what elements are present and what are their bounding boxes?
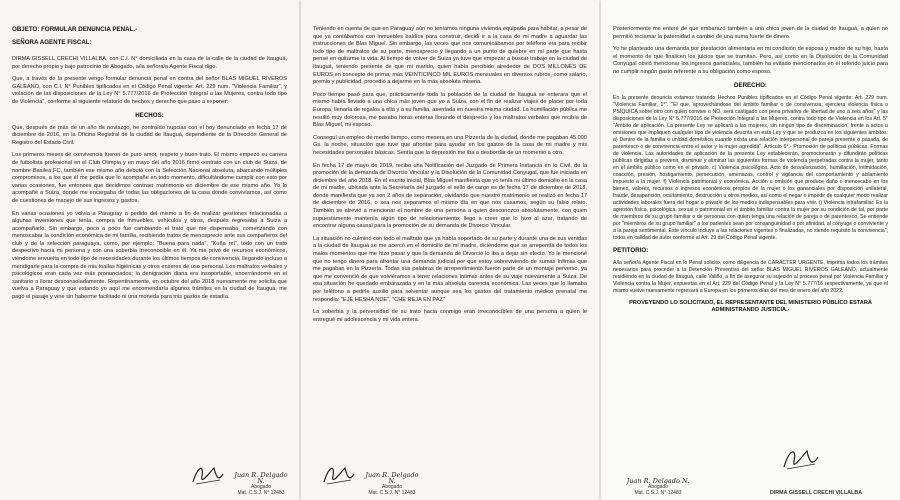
document-page-1	[0, 0, 299, 500]
document-page-3	[601, 0, 900, 500]
derecho-heading: DERECHO:	[733, 81, 767, 89]
petitorio-heading: PETITORIO:	[613, 246, 649, 254]
lawyer-role: Abogado	[647, 484, 669, 490]
hechos-paragraph-2: Los primeros meses de convivencia fueron de puro amor, respeto y buen trato. El mismo empezó su carrera de futbolista profesional en el Club Olimpia y en mayo del año 2016 firmó contrato con un club de Suiza, de nombre Basilea FC, también ese mismo año debutó con la Selección Nacional absoluta, abarcando múltiples compromisos, a los que él me pedía que lo acompañe en todo momento, dificultándome cumplir con esto por varias ocasiones, fue entonces que decidimos contraer matrimonio en diciembre de ese mismo año. Yo lo acompañé a Suiza, donde me encargaba de todas las obligaciones de la casa donde convivíamos, así como de cuestiones de manejo de sus ingresos y gastos.	[12, 152, 287, 204]
derecho-paragraph: En la presente denuncia estamos tratando Hechos Punibles tipificados en el Código Penal vigente: Art. 229 num. "Violencia Familiar, 1°". "El que, aprovechándose del ámbito familiar o de convivencia, ejerciera violencia física o PSÍQUICA sobre otro con quien convive o NO, será castigado con pena privativa de libertad de uno a seis años" y las disposiciones de la Ley N° 5.777/2016 de Protección Integral a las Mujeres, contra todo tipo de Violencia en los Art. 5° "Ámbito de aplicación. La presente Ley se aplicará a las mujeres, sin ningún tipo de discriminación, frente a actos u omisiones que impliquen cualquier tipo de violencia descrita en esta Ley y que se produzca en los siguientes ámbitos: a) Dentro de la familia o unidad doméstica cuando exista una relación interpersonal de pareja presente o pasada, de parentesco o de convivencia entre el autor y la mujer agredida". Artículo 6°.- Promoción de políticas públicas. Formas de violencia. Las autoridades de aplicación de la presente Ley establecerán, promocionarán y difundirán políticas públicas dirigidas a prevenir, disminuir y eliminar las siguientes formas de violencia perpetradas contra la mujer, tanto en el ámbito público como en el privado. c) Violencia psicológica. Acto de desvalorización, humillación, intimidación, coacción, presión, hostigamiento, persecución, amenazas, control y vigilancia del comportamiento y aislamiento impuesto a la mujer. f) Violencia patrimonial y económica. Acción u omisión que produce daño o menoscabo en los bienes, valores, recursos o ingresos económicos propios de la mujer o los gananciales por disposición unilateral, fraude, desaparición, ocultamiento, destrucción u otros medios, así como el negar o impedir de cualquier modo realizar actividades laborales fuera del hogar o privarle de los medios indispensables para vivir. i) Violencia intrafamiliar. Es la agresión física, psicológica, sexual o patrimonial en el ámbito familiar contra la mujer por su condición de tal, por parte de miembros de su grupo familiar o de personas con quien tenga una relación de pareja o de parentesco. Se entiende por "miembros de su grupo familiar" a los parientes sean por consanguinidad o por afinidad, al cónyuge o conviviente y a la pareja sentimental. Este vínculo incluye a las relaciones vigentes o finalizadas, no siendo requisito la convivencia", todos en calidad de autor conforme al Art. 29 del Código Penal vigente.	[613, 94, 888, 241]
document-page-2	[301, 0, 599, 500]
page3-paragraph-1: Posteriormente me enteré de que embarazó también a una chica joven de la ciudad de Itauguá, a quien no permitió reclamar la paternidad a cambio de una suma fuerte de dinero.	[613, 26, 888, 40]
page2-paragraph-6: La soberbia y la perversidad de su trato hacia conmigo eran irreconocibles de una persona a quien le entregué mi adolescencia y mi vida entera.	[313, 309, 587, 323]
lawyer-signature-block	[230, 472, 292, 496]
lawyer-name: Juan R. Delgado N.	[234, 471, 288, 485]
lawyer-signature-block	[625, 478, 691, 496]
page2-paragraph-5: La situación no culminó con todo el maltrato que ya había soportado de su parte y durante una de sus venidas a la ciudad de Itauguá se me acercó en el domicilio de mi madre, diciéndome que se arrepentía de todos los malos momentos que me hizo pasar y que la demanda de Divorcio lo iba a dejar sin efecto. Yo le mencioné que no tengo dinero para afrontar una demanda judicial por que estoy sobreviviendo de sumas ínfimas que me pagaban en la Pizzería. Todas sus palabras de arrepentimiento fueron parte de un montaje perverso, ya que me convenció de que volviéramos a tener relaciones íntimas antes de su viaje nuevamente a Suiza. De esa situación he quedado embarazada y en la más absoluta carencia económica. Las veces que lo llamaba por teléfono a pedirle auxilio para solventar aunque sea los gastos del tratamiento médico prenatal me respondía: "EJE HESHA NDE", "CHE REJA EN PAZ"	[313, 235, 587, 303]
client-name: DIRMA GISSELL CRECHI VILLALBA	[769, 490, 863, 496]
page2-paragraph-2: Poco tiempo pasó para que, prácticamente toda la población de la ciudad de Itauguá se enterara que el mismo había llevado a una chica más joven que yo a Suiza, con el fin de realizar viajes de placer por toda Europa, llenarla de regalos a ella y a su familia, asentada en nuestra misma ciudad. La humillación pública me resultó muy dolorosa, me pasaba horas enteras llorando el desprecio y los maltratos verbales que recibía de Blas Miguel, mi esposo.	[313, 91, 587, 129]
petitorio-paragraph: A/la señor/a Agente Fiscal en lo Penal solicito, como diligencia de CARÁCTER URGENTE, imprima todos los trámites necesarios para proceder a la Detención Preventiva del señor BLAS MIGUEL RIVEROS GALEANO, actualmente residiendo en la ciudad de Itauguá, calle Valiño, a fin de asegurar su sujeción al proceso penal por Violencia Familiar y Violencia contra la Mujer, expuestas en el Art. 229 del Código Penal y la Ley N° 5.777/16 respectivamente, ya que el mismo vuelve nuevamente regresará a Europa en los primeros días del mes de enero del año 2022.	[613, 259, 888, 294]
hechos-heading: HECHOS:	[135, 111, 164, 119]
lawyer-name: Juan R. Delgado N.	[365, 471, 419, 485]
closing-statement: PROVEYENDO LO SOLICITADO, EL REPRESENTANTE DEL MINISTERIO PÚBLICO ESTARÁ ADMINISTRANDO JUSTICIA.-	[629, 299, 872, 314]
lawyer-mat: Mat. C.S.J. N° 12483	[368, 490, 416, 496]
hechos-paragraph-1: Que, después de más de un año de noviazgo, he contraído nupcias con el hoy denunciado en fecha 17 de diciembre de 2016, en la Oficina Registral de la ciudad de Itauguá, dependiente de la Dirección General de Registro del Estado Civil.	[12, 124, 287, 146]
lawyer-mat: Mat. C.S.J. N° 12483	[237, 490, 285, 496]
hechos-paragraph-3: En varias ocasiones yo volvía a Paraguay a pedido del mismo a fin de realizar gestiones relacionadas a algunas inversiones que tenía, compra de inmuebles, vehículos y otros, después regresaba a Suiza a acompañarlo. Sin embargo, poco a poco fue cambiando el trato que me dispensaba, comenzando con menoscabar la condición económica de mi familia, recibiendo tratos de menosprecio ante sus compañeros del club y de la selección paraguaya, como, por ejemplo: "Buena para nada", "Kuña rei", todo con un trato despectivo hacia mi persona y con una soberbia irreconocible en él. Ya me privó de recursos económicos, viéndome envuelta en todo tipo de necesidades durante los últimos tiempos de convivencia, llegando incluso a mendigarle para la compra de mis toallas higiénicas y otros enseres de uso personal. Los maltratos verbales y psicológicos eran cada vez más pronunciados; la denigración diaria era insoportable, encerrándome en el sanitario a llorar desconsoladamente. Repentinamente, en octubre del año 2018 nuevamente me solicita que vuelva a Paraguay y que estando yo aquí me encomendaría algunos trámites en la ciudad de Itauguá, me pagó el pasaje y vine sin haberme facilitado ni una moneda para mis gastos de estadía.	[12, 210, 287, 301]
client-signature-icon	[321, 462, 357, 488]
lawyer-name: Juan R. Delgado N.	[626, 477, 690, 485]
client-signature-icon	[190, 462, 226, 488]
lawyer-role: Abogado	[250, 484, 272, 490]
senora-line: SEÑORA AGENTE FISCAL:	[12, 39, 92, 46]
lawyer-signature-block	[361, 472, 423, 496]
page2-paragraph-4: En fecha 17 de mayo de 2019, recibo una Notificación del Juzgado de Primera Instancia en lo Civil, de la promoción de la demanda de Divorcio Vincular y la Disolución de la Comunidad Conyugal, que fue iniciada en diciembre del año 2018. En el escrito inicial, Blas Miguel manifiesta que yo tenía mi último domicilio en la casa de mi madre, ubicada ante la Secretaría del juzgado el sello de cargo es de fecha 17 de diciembre de 2018, donde manifiesta que ya son 2 años de separación, olvidando que nuestro matrimonio se realizó en fecha 17 de diciembre de 2016, o sea nos separamos el mismo día en que nos casamos, según su falso relato. También se atrevió a mencionar el nombre de una persona a quien desconozco absolutamente, con quien supuestamente mantenía algún tipo de relacionamiento; llego a creer que lo hizo al azar, tratando de encontrar alguna causal para la promoción de su demanda de Divorcio Vincular.	[313, 162, 587, 230]
denuncia-paragraph: Que, a través de la presente vengo formular denuncia penal en contra del señor BLAS MIGUEL RIVEROS GALEANO, con C.I. N° Punibles tipificados en el Código Penal vigente: Art. 229 num. "Violencia Familiar", y violación de las disposiciones de la Ley N° 5.777/2016 de Protección Integral a las Mujeres, contra todo tipo de Violencia", conforme al siguiente relatorio de hechos y derecho que paso a exponer:	[12, 76, 287, 105]
lawyer-role: Abogado	[381, 484, 403, 490]
objeto-line: OBJETO: FORMULAR DENUNCIA PENAL.-	[12, 26, 138, 33]
intro-paragraph: DIRMA GISSELL CRECHI VILLALBA, con C.I. N° domiciliada en la casa de la calle de la ciudad de Itauguá, por derecho propio y bajo patrocinio de Abogado, a/la señora/a Agente Fiscal digo.	[12, 56, 287, 70]
client-signature-icon	[781, 445, 821, 473]
page2-paragraph-1: Teniendo en cuenta de que en Paraguay aún no teníamos ninguna vivienda equipada para habitar, a pesar de que ya contábamos con inmuebles baldíos para construir, decidí ir a la casa de mi madre a aguardar las instrucciones de Blas Miguel. Sin embargo, las veces que nos comunicábamos por teléfono era para recibir todo tipo de maltratos de su parte, menosprecio y llegando a un punto de quiebre en mí parte que hasta pensé en quitarme la vida. Al tiempo de volver de Suiza ya tuve que empezar a buscar trabajo en la ciudad de Itauguá, teniendo presente de que mi marido, quien había percibido alrededor de DOS MILLONES DE EUROS en concepto de prima, más VEINTICINCO MIL EUROS mensuales en diversos rubros, como salario, premio y publicidad, procedió a dejarme en la más absoluta miseria.	[313, 26, 587, 86]
page2-paragraph-3: Conseguí un empleo de medio tiempo, como mesera en una Pizzería de la ciudad, donde me pagaban 45.000 Gs. la noche, situación que tuve que afrontar para ayudar en los gastos de la casa de mi madre y mis necesidades personales básicas. Sentía que la depresión me iba a desbordar de un momento a otro.	[313, 134, 587, 156]
lawyer-mat: Mat. C.S.J. N° 12483	[634, 490, 682, 496]
page3-paragraph-2: Yo he planteado una demanda por prestación alimentaria en mi condición de esposa y madre de su hijo, hasta el momento de que finalicen los juicios que se tramitan. Pero, así como en la Disolución de la Comunidad Conyugal obvió mencionar los ingresos ganaciales, también ha evitado mencionarlos en el referido juicio para no cumplir ningún gasto referente a su obligación como esposo.	[613, 46, 888, 75]
